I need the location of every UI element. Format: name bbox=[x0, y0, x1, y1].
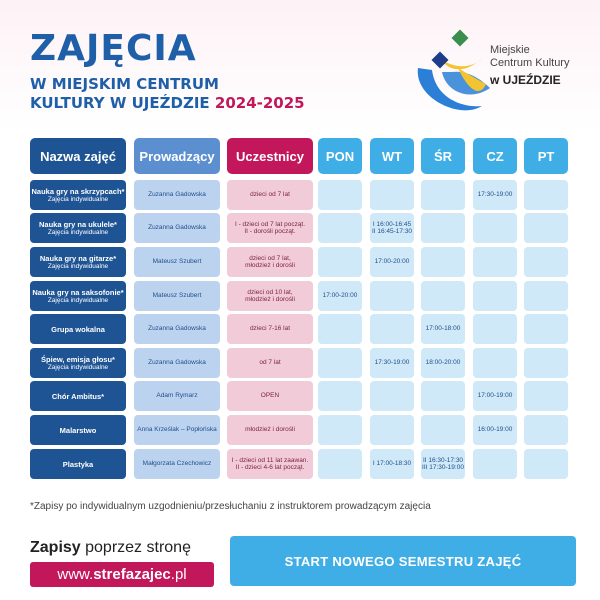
class-name-cell bbox=[30, 314, 126, 344]
schedule-cell-pt bbox=[524, 415, 568, 445]
schedule-cell-cz bbox=[473, 415, 517, 445]
website-link[interactable] bbox=[30, 562, 214, 587]
teacher-name: Mateusz Szubert bbox=[152, 258, 202, 266]
teacher-name: Mateusz Szubert bbox=[152, 292, 202, 300]
teacher-cell bbox=[134, 180, 220, 210]
schedule-cell-sr bbox=[421, 314, 465, 344]
class-name: Malarstwo bbox=[59, 425, 97, 435]
class-type: Zajęcia indywidualne bbox=[47, 195, 109, 203]
class-name: Nauka gry na ukulele* bbox=[39, 219, 117, 229]
teacher-name: Małgorzata Czechowicz bbox=[142, 460, 212, 468]
schedule-cell-cz bbox=[473, 348, 517, 378]
schedule-cell-pon bbox=[318, 415, 362, 445]
participants-line1: od 7 lat bbox=[259, 359, 281, 367]
time-slot: 17:30-19:00 bbox=[477, 191, 513, 199]
participants-line1: dzieci 7-16 lat bbox=[249, 325, 291, 333]
time-slot: 18:00-20:00 bbox=[425, 359, 461, 367]
schedule-cell-sr bbox=[421, 381, 465, 411]
teacher-cell bbox=[134, 213, 220, 243]
participants-line1: dzieci od 7 lat bbox=[250, 191, 290, 199]
participants-cell bbox=[227, 247, 313, 277]
time-slot: 16:00-19:00 bbox=[477, 426, 513, 434]
schedule-cell-wt bbox=[370, 449, 414, 479]
class-name: Nauka gry na saksofonie* bbox=[32, 287, 124, 297]
teacher-cell bbox=[134, 449, 220, 479]
participants-line2: młodzież i dorośli bbox=[245, 262, 295, 269]
participants-line1: I - dzieci od 7 lat począt. bbox=[234, 220, 306, 228]
header-day-pon: PON bbox=[318, 138, 362, 174]
teacher-cell bbox=[134, 381, 220, 411]
class-type: Zajęcia indywidualne bbox=[47, 262, 109, 270]
class-name: Grupa wokalna bbox=[51, 324, 105, 334]
header-day-wt: WT bbox=[370, 138, 414, 174]
time-slot: I 16:00-16:45 bbox=[372, 220, 412, 228]
signup-bold: Zapisy bbox=[30, 539, 81, 556]
schedule-cell-pt bbox=[524, 449, 568, 479]
schedule-cell-cz bbox=[473, 449, 517, 479]
class-name: Nauka gry na gitarze* bbox=[39, 253, 117, 263]
logo-line1: Miejskie bbox=[490, 44, 530, 56]
schedule-cell-wt bbox=[370, 281, 414, 311]
teacher-name: Adam Rymarz bbox=[156, 392, 198, 400]
teacher-cell bbox=[134, 348, 220, 378]
page-title: ZAJĘCIA bbox=[30, 28, 197, 69]
url-prefix: www. bbox=[57, 566, 94, 583]
header-day-pt: PT bbox=[524, 138, 568, 174]
schedule-cell-pon bbox=[318, 314, 362, 344]
logo-line2: Centrum Kultury bbox=[490, 57, 570, 69]
class-name: Chór Ambitus* bbox=[51, 391, 105, 401]
participants-line1: I - dzieci od 11 lat zaawan. bbox=[231, 456, 309, 464]
teacher-name: Zuzanna Gadowska bbox=[148, 191, 206, 199]
teacher-name: Zuzanna Gadowska bbox=[148, 325, 206, 333]
schedule-cell-cz bbox=[473, 213, 517, 243]
schedule-cell-sr bbox=[421, 449, 465, 479]
time-slot: 17:00-20:00 bbox=[322, 292, 358, 300]
class-name: Nauka gry na skrzypcach* bbox=[31, 186, 125, 196]
teacher-name: Anna Krześlak – Popłońska bbox=[137, 426, 217, 434]
footnote: *Zapisy po indywidualnym uzgodnieniu/przesłuchaniu z instruktorem prowadzącym zajęcia bbox=[30, 501, 431, 512]
participants-line1: dzieci od 10 lat, bbox=[247, 288, 293, 296]
participants-cell bbox=[227, 213, 313, 243]
schedule-cell-pt bbox=[524, 381, 568, 411]
signup-rest: poprzez stronę bbox=[80, 539, 191, 556]
time-slot: II 16:30-17:30 bbox=[422, 456, 464, 464]
schedule-cell-sr bbox=[421, 213, 465, 243]
schedule-cell-sr bbox=[421, 180, 465, 210]
schedule-cell-pt bbox=[524, 247, 568, 277]
logo-line3: w UJEŹDZIE bbox=[490, 73, 561, 87]
schedule-cell-wt bbox=[370, 415, 414, 445]
subtitle-line1: W MIEJSKIM CENTRUM bbox=[30, 75, 219, 93]
class-name-cell bbox=[30, 247, 126, 277]
header-day-sr: ŚR bbox=[421, 138, 465, 174]
participants-line2: młodzież i dorośli bbox=[245, 296, 295, 303]
class-type: Zajęcia indywidualne bbox=[47, 296, 109, 304]
class-name-cell bbox=[30, 381, 126, 411]
time-slot: I 17:00-18:30 bbox=[372, 460, 412, 468]
schedule-cell-pon bbox=[318, 247, 362, 277]
schedule-cell-pt bbox=[524, 314, 568, 344]
schedule-cell-pon bbox=[318, 348, 362, 378]
url-suffix: .pl bbox=[170, 566, 187, 583]
class-name-cell bbox=[30, 213, 126, 243]
schedule-cell-pt bbox=[524, 348, 568, 378]
schedule-cell-pt bbox=[524, 281, 568, 311]
participants-line1: OPEN bbox=[260, 392, 280, 400]
class-name-cell bbox=[30, 348, 126, 378]
time-slot: 17:30-19:00 bbox=[374, 359, 410, 367]
teacher-cell bbox=[134, 415, 220, 445]
class-name-cell bbox=[30, 415, 126, 445]
schedule-cell-sr bbox=[421, 281, 465, 311]
header-name: Nazwa zajęć bbox=[30, 138, 126, 174]
schedule-cell-pon bbox=[318, 449, 362, 479]
time-slot: II 16:45-17:30 bbox=[371, 228, 413, 235]
schedule-cell-wt bbox=[370, 247, 414, 277]
class-name-cell bbox=[30, 180, 126, 210]
schedule-cell-sr bbox=[421, 348, 465, 378]
teacher-name: Zuzanna Gadowska bbox=[148, 224, 206, 232]
schedule-cell-pt bbox=[524, 213, 568, 243]
participants-cell bbox=[227, 281, 313, 311]
schedule-cell-cz bbox=[473, 281, 517, 311]
schedule-cell-wt bbox=[370, 180, 414, 210]
participants-cell bbox=[227, 381, 313, 411]
participants-cell bbox=[227, 314, 313, 344]
schedule-cell-cz bbox=[473, 381, 517, 411]
semester-start-banner: START NOWEGO SEMESTRU ZAJĘĆ bbox=[230, 536, 576, 586]
participants-line2: II - dorośli począt. bbox=[244, 228, 296, 235]
schedule-cell-pon bbox=[318, 213, 362, 243]
schedule-cell-cz bbox=[473, 180, 517, 210]
schedule-cell-pt bbox=[524, 180, 568, 210]
participants-cell bbox=[227, 449, 313, 479]
header-teacher: Prowadzący bbox=[134, 138, 220, 174]
schedule-cell-pon bbox=[318, 281, 362, 311]
class-name: Śpiew, emisja głosu* bbox=[41, 354, 115, 364]
time-slot: III 17:30-19:00 bbox=[422, 464, 464, 471]
logo-text bbox=[490, 44, 569, 87]
schedule-cell-wt bbox=[370, 348, 414, 378]
class-name: Plastyka bbox=[62, 459, 94, 469]
schedule-cell-sr bbox=[421, 415, 465, 445]
teacher-name: Zuzanna Gadowska bbox=[148, 359, 206, 367]
participants-line1: młodzież i dorośli bbox=[245, 426, 295, 434]
schedule-cell-cz bbox=[473, 314, 517, 344]
participants-cell bbox=[227, 180, 313, 210]
time-slot: 17:00-18:00 bbox=[425, 325, 461, 333]
schedule-cell-sr bbox=[421, 247, 465, 277]
signup-text bbox=[30, 539, 191, 557]
subtitle-line2-text: KULTURY W UJEŹDZIE bbox=[30, 94, 210, 112]
class-name-cell bbox=[30, 449, 126, 479]
participants-cell bbox=[227, 348, 313, 378]
schedule-cell-pon bbox=[318, 381, 362, 411]
schedule-cell-wt bbox=[370, 381, 414, 411]
participants-line1: dzieci od 7 lat, bbox=[249, 254, 291, 262]
class-type: Zajęcia indywidualne bbox=[47, 228, 109, 236]
teacher-cell bbox=[134, 281, 220, 311]
participants-line2: II - dzieci 4-6 lat począt. bbox=[235, 464, 305, 471]
time-slot: 17:00-19:00 bbox=[477, 392, 513, 400]
class-name-cell bbox=[30, 281, 126, 311]
class-type: Zajęcia indywidualne bbox=[47, 363, 109, 371]
teacher-cell bbox=[134, 314, 220, 344]
schedule-cell-wt bbox=[370, 314, 414, 344]
header-participants: Uczestnicy bbox=[227, 138, 313, 174]
subtitle-line2 bbox=[30, 94, 305, 112]
participants-cell bbox=[227, 415, 313, 445]
teacher-cell bbox=[134, 247, 220, 277]
schedule-cell-pon bbox=[318, 180, 362, 210]
url-domain: strefazajec bbox=[93, 566, 171, 583]
header-day-cz: CZ bbox=[473, 138, 517, 174]
schedule-cell-wt bbox=[370, 213, 414, 243]
season-year: 2024-2025 bbox=[214, 94, 305, 112]
schedule-cell-cz bbox=[473, 247, 517, 277]
time-slot: 17:00-20:00 bbox=[374, 258, 410, 266]
